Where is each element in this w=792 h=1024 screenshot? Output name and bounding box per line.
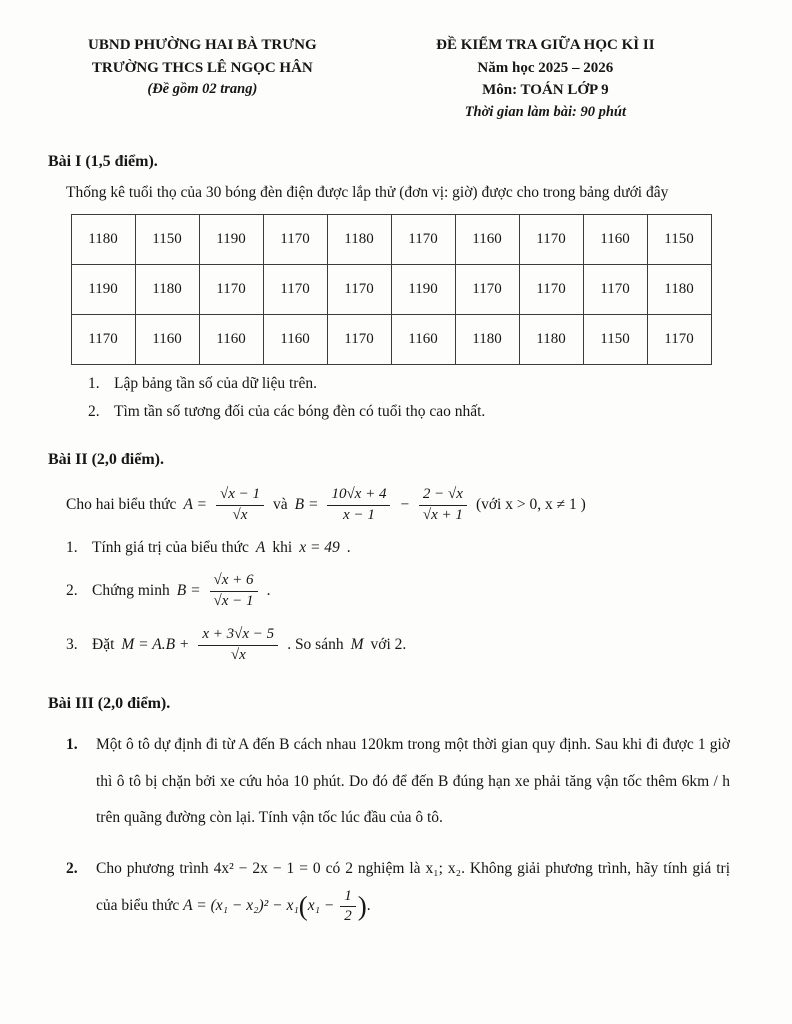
table-cell: 1170 xyxy=(455,265,519,315)
subject-line xyxy=(357,79,734,102)
table-cell: 1160 xyxy=(583,215,647,265)
table-cell: 1190 xyxy=(199,215,263,265)
table-cell: 1160 xyxy=(455,215,519,265)
fraction-denominator: 2 xyxy=(344,907,352,924)
item-mid: . So sánh xyxy=(287,636,344,654)
subject-label: Môn: xyxy=(482,82,518,98)
table-cell: 1180 xyxy=(135,265,199,315)
fraction-numerator: 10√x + 4 xyxy=(327,485,390,506)
item-text xyxy=(92,571,734,611)
table-cell: 1180 xyxy=(327,215,391,265)
part2-item-1 xyxy=(48,539,734,557)
math-x-value: x = 49 xyxy=(299,539,340,557)
table-cell: 1170 xyxy=(583,265,647,315)
item-pre: Tính giá trị của biểu thức xyxy=(92,539,249,557)
table-cell: 1150 xyxy=(647,215,711,265)
math-a: A xyxy=(255,539,266,557)
table-cell: 1180 xyxy=(519,315,583,365)
table-row xyxy=(71,315,711,365)
expr-a-lhs: A = xyxy=(183,496,207,514)
fraction-numerator: √x + 6 xyxy=(210,571,258,592)
issuer-block xyxy=(48,34,357,123)
intro-condition: (với x > 0, x ≠ 1 ) xyxy=(475,496,586,514)
part1-item-2 xyxy=(48,403,734,421)
table-cell: 1150 xyxy=(135,215,199,265)
exam-block xyxy=(357,34,734,123)
item-text: Một ô tô dự định đi từ A đến B cách nhau 120km trong một thời gian quy định. Sau khi đi được 1 giờ thì ô tô bị chặn bởi xe cứu hỏa 10 phút. Do đó để đến B đúng hạn xe phải tăng vận tốc thêm 6km / h trên quãng đường còn lại. Tính vận tốc lúc đầu của ô tô. xyxy=(96,736,730,827)
table-cell: 1180 xyxy=(647,265,711,315)
table-cell: 1170 xyxy=(519,265,583,315)
fraction-denominator: √x xyxy=(232,506,248,523)
section-part3 xyxy=(48,695,734,925)
math-m: M xyxy=(350,636,364,654)
table-cell: 1170 xyxy=(71,315,135,365)
table-cell: 1160 xyxy=(135,315,199,365)
item-post: . xyxy=(366,896,371,914)
item-post: . xyxy=(266,582,271,600)
left-paren: ( xyxy=(298,890,308,921)
item-pre: Chứng minh xyxy=(92,582,170,600)
duration-note: Thời gian làm bài: 90 phút xyxy=(464,103,626,120)
fraction-numerator: √x − 1 xyxy=(216,485,264,506)
table-cell: 1160 xyxy=(199,315,263,365)
expr-b-lhs: B = xyxy=(294,496,319,514)
part3-item-2 xyxy=(48,851,734,926)
part2-intro xyxy=(66,485,734,525)
item-text xyxy=(96,851,734,926)
table-cell: 1190 xyxy=(391,265,455,315)
fraction-a xyxy=(216,485,264,525)
fraction-denominator: √x − 1 xyxy=(213,592,254,609)
part1-intro: Thống kê tuổi thọ của 30 bóng đèn điện được lắp thử (đơn vị: giờ) được cho trong bảng dưới đây xyxy=(66,184,669,202)
issuer-authority: UBND PHƯỜNG HAI BÀ TRƯNG xyxy=(88,37,317,53)
part3-item-1 xyxy=(48,727,734,836)
item-text: Tìm tần số tương đối của các bóng đèn có tuổi thọ cao nhất. xyxy=(114,403,486,421)
expr-inner: x₁ − xyxy=(307,896,335,914)
table-cell: 1170 xyxy=(263,265,327,315)
expr-a2-lhs: A = (x₁ − x₂)² − x₁ xyxy=(183,896,299,914)
school-year: Năm học 2025 – 2026 xyxy=(477,59,614,76)
part1-title: Bài I (1,5 điểm). xyxy=(48,153,158,171)
item-marker: 1. xyxy=(66,539,78,557)
issuer-school: TRƯỜNG THCS LÊ NGỌC HÂN xyxy=(91,59,313,76)
part2-title: Bài II (2,0 điểm). xyxy=(48,451,164,469)
expr-m-lhs: M = A.B + xyxy=(121,636,190,654)
fraction-half xyxy=(340,887,356,926)
table-cell: 1160 xyxy=(391,315,455,365)
table-row xyxy=(71,215,711,265)
fraction-numerator: 2 − √x xyxy=(419,485,467,506)
minus-sign: − xyxy=(399,496,410,514)
item-pre: Đặt xyxy=(92,636,115,654)
fraction-b2 xyxy=(419,485,467,525)
item-text xyxy=(92,539,734,557)
item-text: Lập bảng tần số của dữ liệu trên. xyxy=(114,375,317,393)
table-cell: 1170 xyxy=(327,265,391,315)
document-header xyxy=(48,34,734,123)
item-post: . xyxy=(346,539,351,557)
intro-pre: Cho hai biểu thức xyxy=(66,496,177,514)
table-cell: 1170 xyxy=(391,215,455,265)
table-cell: 1170 xyxy=(199,265,263,315)
exam-title: ĐỀ KIỂM TRA GIỮA HỌC KÌ II xyxy=(436,37,655,53)
table-cell: 1170 xyxy=(263,215,327,265)
fraction-numerator: x + 3√x − 5 xyxy=(198,625,278,646)
section-part2 xyxy=(48,451,734,665)
part3-title: Bài III (2,0 điểm). xyxy=(48,695,171,713)
item-marker: 2. xyxy=(66,582,78,600)
part2-item-2 xyxy=(48,571,734,611)
item-marker: 1. xyxy=(66,736,78,754)
item-marker: 1. xyxy=(88,375,100,393)
fraction-denominator: x − 1 xyxy=(343,506,375,523)
subject-value: TOÁN LỚP 9 xyxy=(520,82,609,98)
table-cell: 1180 xyxy=(71,215,135,265)
intro-conjunction: và xyxy=(272,496,288,514)
fraction-denominator: √x xyxy=(230,646,246,663)
table-cell: 1170 xyxy=(327,315,391,365)
item-mid: khi xyxy=(272,539,293,557)
table-row xyxy=(71,265,711,315)
item-text xyxy=(92,625,734,665)
item-marker: 2. xyxy=(88,403,100,421)
expr-b-lhs: B = xyxy=(176,582,201,600)
item-marker: 3. xyxy=(66,636,78,654)
right-paren: ) xyxy=(357,890,367,921)
item-post: với 2. xyxy=(370,636,407,654)
fraction-m xyxy=(198,625,278,665)
fraction-b-simplified xyxy=(210,571,258,611)
table-cell: 1190 xyxy=(71,265,135,315)
fraction-b1 xyxy=(327,485,390,525)
part2-item-3 xyxy=(48,625,734,665)
lifetime-table xyxy=(71,214,712,365)
part1-item-1 xyxy=(48,375,734,393)
table-cell: 1180 xyxy=(455,315,519,365)
table-cell: 1170 xyxy=(519,215,583,265)
fraction-denominator: √x + 1 xyxy=(422,506,463,523)
table-cell: 1170 xyxy=(647,315,711,365)
section-part1 xyxy=(48,153,734,421)
fraction-numerator: 1 xyxy=(340,887,356,907)
item-marker: 2. xyxy=(66,859,78,877)
item-statement: Cho phương trình 4x² − 2x − 1 = 0 có 2 nghiệm là x₁; x₂. Không giải phương trình, hãy tính giá trị của biểu thức xyxy=(96,859,730,914)
pages-note: (Đề gồm 02 trang) xyxy=(147,81,258,97)
table-cell: 1160 xyxy=(263,315,327,365)
table-cell: 1150 xyxy=(583,315,647,365)
